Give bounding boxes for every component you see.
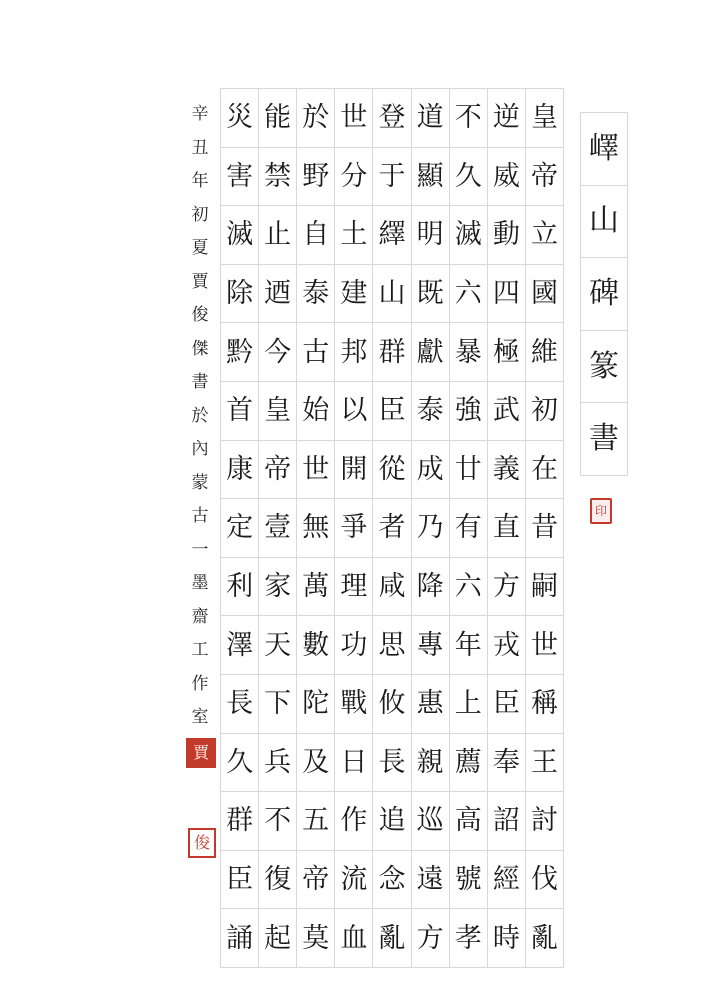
inscription-char: 夏 <box>191 238 209 258</box>
name-seal: 賈 <box>186 738 216 768</box>
title-char: 書 <box>589 421 619 457</box>
text-char: 災 <box>221 89 258 148</box>
text-char: 定 <box>221 499 258 558</box>
inscription-char: 傑 <box>191 338 209 359</box>
text-char: 年 <box>450 616 487 675</box>
text-char: 成 <box>412 441 449 500</box>
text-column <box>487 89 525 967</box>
text-char: 五 <box>297 792 334 851</box>
text-char: 天 <box>259 616 296 675</box>
text-char: 登 <box>373 89 410 148</box>
text-char: 禁 <box>259 148 296 207</box>
text-char: 詔 <box>488 792 525 851</box>
inscription-char: 齋 <box>191 606 209 627</box>
text-char: 巡 <box>412 792 449 851</box>
text-char: 皇 <box>259 382 296 441</box>
text-char: 兵 <box>259 734 296 793</box>
text-char: 六 <box>450 265 487 324</box>
text-char: 明 <box>412 206 449 265</box>
text-char: 臣 <box>488 675 525 734</box>
text-char: 戰 <box>335 675 372 734</box>
text-char: 廿 <box>450 441 487 500</box>
text-char: 亂 <box>378 922 406 954</box>
inscription-char: 俊 <box>191 305 209 325</box>
text-char: 臣 <box>221 851 258 910</box>
name-seal-2: 俊 <box>188 828 216 858</box>
text-char: 家 <box>259 558 296 617</box>
text-char: 流 <box>335 851 372 910</box>
text-char: 除 <box>221 265 258 324</box>
text-char: 極 <box>488 323 525 382</box>
text-char: 帝 <box>526 148 563 207</box>
text-char: 日 <box>335 734 372 793</box>
text-char: 動 <box>488 206 525 265</box>
text-char: 世 <box>526 616 563 675</box>
inscription-char: 古 <box>191 506 209 526</box>
text-char: 山 <box>373 265 410 324</box>
text-char: 帝 <box>297 851 334 910</box>
text-char: 害 <box>221 148 258 207</box>
text-char: 孝 <box>454 922 482 954</box>
inscription-char: 一 <box>191 539 209 560</box>
title-column <box>580 112 628 476</box>
inscription-column <box>186 106 214 726</box>
text-char: 逆 <box>488 89 525 148</box>
text-char: 道 <box>412 89 449 148</box>
text-char: 號 <box>450 851 487 910</box>
text-char: 滅 <box>221 206 258 265</box>
text-char: 下 <box>259 675 296 734</box>
text-char: 世 <box>335 89 372 148</box>
text-char: 念 <box>373 851 410 910</box>
text-char: 數 <box>297 616 334 675</box>
text-char: 遠 <box>412 851 449 910</box>
text-char: 能 <box>259 89 296 148</box>
text-char: 帝 <box>259 441 296 500</box>
text-char: 直 <box>488 499 525 558</box>
text-char: 嗣 <box>526 558 563 617</box>
text-char: 獻 <box>412 323 449 382</box>
text-char: 咸 <box>373 558 410 617</box>
text-char: 莫 <box>302 922 330 954</box>
text-char: 始 <box>297 382 334 441</box>
text-char: 不 <box>450 89 487 148</box>
text-char: 初 <box>526 382 563 441</box>
text-char: 利 <box>221 558 258 617</box>
text-char: 義 <box>488 441 525 500</box>
text-char: 奉 <box>488 734 525 793</box>
text-char: 久 <box>221 734 258 793</box>
text-char: 惠 <box>412 675 449 734</box>
text-char: 土 <box>335 206 372 265</box>
text-column <box>525 89 563 967</box>
title-char: 嶧 <box>581 113 627 186</box>
text-char: 壹 <box>259 499 296 558</box>
text-char: 世 <box>297 441 334 500</box>
text-char: 顯 <box>412 148 449 207</box>
inscription-char: 辛 <box>191 104 209 124</box>
text-char: 暴 <box>450 323 487 382</box>
text-char: 野 <box>297 148 334 207</box>
text-char: 澤 <box>221 616 258 675</box>
text-char: 爭 <box>335 499 372 558</box>
text-char: 古 <box>297 323 334 382</box>
text-char: 今 <box>259 323 296 382</box>
text-char: 群 <box>221 792 258 851</box>
text-char: 於 <box>297 89 334 148</box>
text-char: 追 <box>373 792 410 851</box>
text-char: 萬 <box>297 558 334 617</box>
text-char: 繹 <box>373 206 410 265</box>
text-char: 從 <box>373 441 410 500</box>
inscription-char: 書 <box>191 372 209 392</box>
text-char: 降 <box>412 558 449 617</box>
text-char: 首 <box>221 382 258 441</box>
text-char: 稱 <box>526 675 563 734</box>
text-char: 于 <box>373 148 410 207</box>
text-char: 攸 <box>373 675 410 734</box>
text-char: 亂 <box>530 922 558 954</box>
text-char: 分 <box>335 148 372 207</box>
text-char: 黔 <box>221 323 258 382</box>
text-char: 止 <box>259 206 296 265</box>
text-char: 專 <box>412 616 449 675</box>
text-char: 國 <box>526 265 563 324</box>
inscription-char: 室 <box>191 707 209 727</box>
text-char: 功 <box>335 616 372 675</box>
text-char: 昔 <box>526 499 563 558</box>
text-char: 以 <box>335 382 372 441</box>
text-char: 既 <box>412 265 449 324</box>
text-char: 迺 <box>259 265 296 324</box>
title-char: 篆 <box>581 331 627 404</box>
text-char: 皇 <box>526 89 563 148</box>
text-char: 邦 <box>335 323 372 382</box>
text-char: 理 <box>335 558 372 617</box>
text-char: 立 <box>526 206 563 265</box>
inscription-char: 蒙 <box>191 472 209 493</box>
text-char: 及 <box>297 734 334 793</box>
inscription-char: 工 <box>191 640 209 660</box>
text-char: 強 <box>450 382 487 441</box>
text-char: 長 <box>221 675 258 734</box>
text-char: 伐 <box>526 851 563 910</box>
inscription-char: 丑 <box>191 137 209 158</box>
text-char: 作 <box>335 792 372 851</box>
text-column <box>221 89 258 967</box>
text-char: 開 <box>335 441 372 500</box>
text-char: 經 <box>488 851 525 910</box>
inscription-char: 於 <box>191 405 209 426</box>
text-column <box>372 89 410 967</box>
text-char: 思 <box>373 616 410 675</box>
text-char: 王 <box>526 734 563 793</box>
text-char: 四 <box>488 265 525 324</box>
title-seal: 印 <box>590 498 612 524</box>
text-char: 起 <box>264 922 292 954</box>
text-char: 誦 <box>226 922 254 954</box>
text-column <box>334 89 372 967</box>
text-char: 者 <box>373 499 410 558</box>
text-char: 臣 <box>373 382 410 441</box>
text-char: 討 <box>526 792 563 851</box>
text-char: 方 <box>416 922 444 954</box>
text-char: 方 <box>488 558 525 617</box>
text-char: 康 <box>221 441 258 500</box>
text-char: 六 <box>450 558 487 617</box>
text-column <box>411 89 449 967</box>
text-char: 高 <box>450 792 487 851</box>
inscription-char: 年 <box>191 171 209 191</box>
text-char: 乃 <box>412 499 449 558</box>
inscription-char: 內 <box>191 439 209 459</box>
text-char: 建 <box>335 265 372 324</box>
inscription-char: 賈 <box>191 271 209 292</box>
text-char: 武 <box>488 382 525 441</box>
text-char: 在 <box>526 441 563 500</box>
text-char: 上 <box>450 675 487 734</box>
text-column <box>258 89 296 967</box>
title-char: 碑 <box>581 258 627 331</box>
text-char: 滅 <box>450 206 487 265</box>
text-char: 戎 <box>488 616 525 675</box>
text-char: 自 <box>297 206 334 265</box>
text-column <box>449 89 487 967</box>
text-char: 泰 <box>297 265 334 324</box>
inscription-char: 作 <box>191 673 209 694</box>
text-column <box>296 89 334 967</box>
text-char: 久 <box>450 148 487 207</box>
text-char: 薦 <box>450 734 487 793</box>
title-char: 山 <box>581 186 627 259</box>
text-char: 親 <box>412 734 449 793</box>
text-char: 群 <box>373 323 410 382</box>
text-char: 無 <box>297 499 334 558</box>
text-char: 泰 <box>412 382 449 441</box>
inscription-char: 初 <box>191 204 209 225</box>
text-char: 長 <box>373 734 410 793</box>
main-text-grid <box>220 88 564 968</box>
text-char: 陀 <box>297 675 334 734</box>
text-char: 維 <box>526 323 563 382</box>
text-char: 復 <box>259 851 296 910</box>
inscription-char: 墨 <box>191 573 209 593</box>
text-char: 血 <box>340 922 368 954</box>
text-char: 威 <box>488 148 525 207</box>
text-char: 有 <box>450 499 487 558</box>
text-char: 時 <box>492 922 520 954</box>
text-char: 不 <box>259 792 296 851</box>
